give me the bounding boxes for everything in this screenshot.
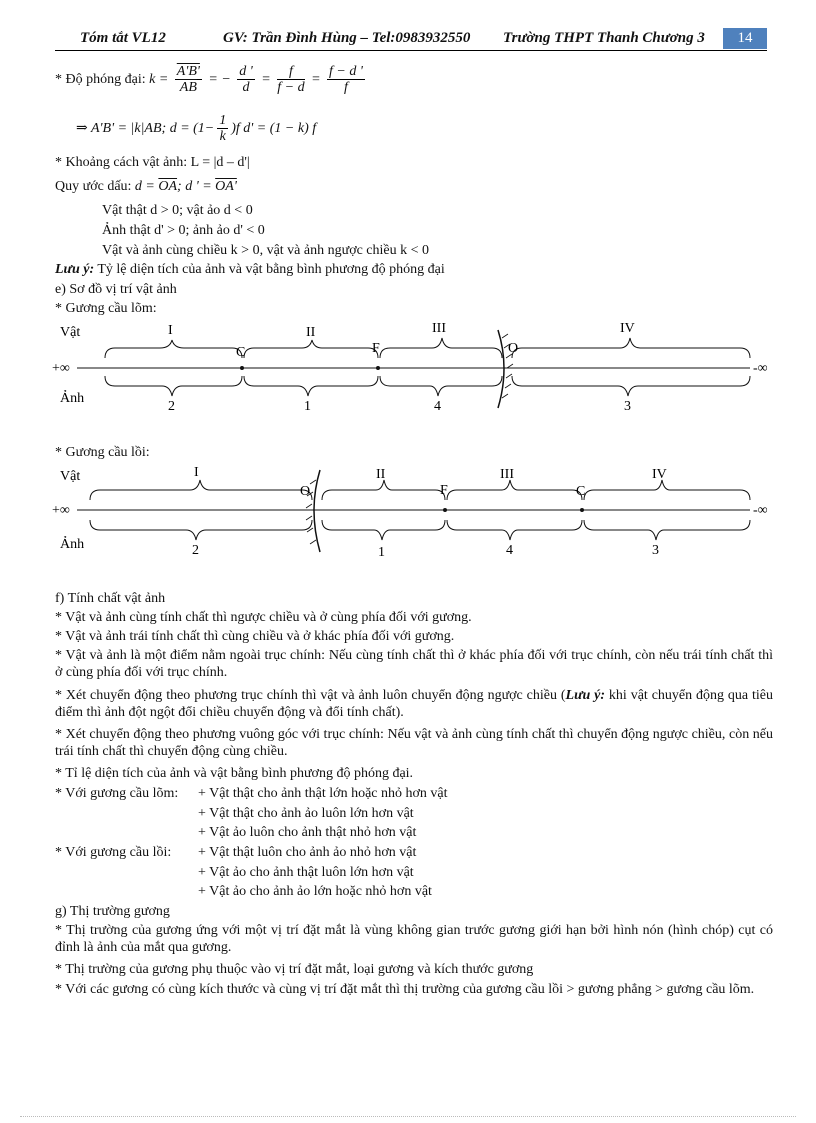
zone-label: 4: [434, 399, 441, 414]
convex-rule: + Vật thật luôn cho ảnh ảo nhỏ hơn vật: [198, 845, 417, 860]
object-label: Vật: [60, 325, 81, 340]
brace-zone-1: [322, 520, 445, 540]
sign-convention: Quy ước dấu: $d = \overline{OA}$; d ' = OA': [55, 179, 237, 194]
concave-title: * Gương cầu lõm:: [55, 301, 157, 316]
magnification-formula: * Độ phóng đại: k = $\frac{A'B'}{AB}$ = − $\frac{d '}{d}$ = $\frac{f}{f - d}$ = $\frac{f - d '}{f}$: [55, 64, 363, 96]
sign-real-object: Vật thật d > 0; vật ảo d < 0: [102, 203, 253, 218]
point-label: F: [440, 483, 448, 498]
brace-zone-3: [512, 376, 750, 396]
point-label: O: [300, 484, 311, 499]
brace-zone-2: [90, 520, 312, 540]
point-c: [580, 508, 584, 512]
zone-label: IV: [620, 321, 635, 336]
convex-rule: + Vật ảo cho ảnh thật luôn lớn hơn vật: [198, 865, 414, 880]
zone-label: 3: [624, 399, 631, 414]
section-f-title: f) Tính chất vật ảnh: [55, 591, 166, 606]
property-item: * Vật và ảnh trái tính chất thì cùng chiều và ở khác phía đối với gương.: [55, 629, 455, 644]
fraction-f-dimg: $\frac{f - d '}{f}$: [329, 64, 363, 96]
page-header: [55, 28, 767, 51]
zone-label: 4: [506, 543, 513, 558]
concave-mirror-diagram: [50, 318, 780, 418]
brace-zone-i: [105, 340, 242, 358]
section-g-title: g) Thị trường gương: [55, 904, 170, 919]
brace-zone-i: [90, 480, 312, 500]
zone-label: III: [432, 321, 446, 336]
mirror-shape: [314, 470, 320, 552]
image-label: Ảnh: [60, 537, 85, 552]
point-f: [376, 366, 380, 370]
fraction-one-over-k: $\frac{1}{k}$: [219, 113, 227, 145]
field-of-view-item: * Với các gương có cùng kích thước và cùng vị trí đặt mắt thì thị trường của gương cầu lồi > gương phẳng > gương cầu lõm.: [55, 982, 755, 997]
point-f: [443, 508, 447, 512]
concave-rule: + Vật ảo luôn cho ảnh thật nhỏ hơn vật: [198, 825, 417, 840]
brace-zone-4: [447, 520, 582, 540]
area-ratio: * Tỉ lệ diện tích của ảnh và vật bằng bình phương độ phóng đại.: [55, 766, 414, 781]
motion-axis: * Xét chuyển động theo phương trục chính thì vật và ảnh luôn chuyển động ngược chiều (Lưu ý: khi vật chuyển động qua tiêu điểm thì ảnh đột ngột đổi chiều chuyển động và đổi tính chất).: [55, 688, 773, 720]
brace-zone-iv: [584, 480, 750, 500]
fraction-f: $\frac{f}{f - d}$: [277, 64, 305, 96]
zone-label: 1: [304, 399, 311, 414]
point-c: [240, 366, 244, 370]
convex-mirror-diagram: [50, 462, 780, 562]
concave-rule: + Vật thật cho ảnh thật lớn hoặc nhỏ hơn vật: [198, 786, 448, 801]
fraction-ab: $\frac{A'B'}{AB}$: [176, 64, 200, 96]
image-label: Ảnh: [60, 391, 85, 406]
minus-infinity: -∞: [753, 361, 768, 376]
brace-zone-iv: [512, 338, 750, 358]
brace-zone-ii: [244, 340, 378, 358]
sign-real-image: Ảnh thật d' > 0; ảnh ảo d' < 0: [102, 223, 265, 238]
point-label: C: [576, 484, 586, 499]
header-title: Tóm tắt VL12: [80, 30, 166, 46]
motion-perpendicular: * Xét chuyển động theo phương vuông góc với trục chính: Nếu vật và ảnh cùng tính chất thì chuyển động ngược chiều, còn nếu trái tính chất thì chuyển động cùng chiều.: [55, 727, 773, 759]
header-teacher: GV: Trần Đình Hùng – Tel:0983932550: [223, 30, 471, 46]
zone-label: II: [376, 467, 386, 482]
object-label: Vật: [60, 469, 81, 484]
sign-orientation: Vật và ảnh cùng chiều k > 0, vật và ảnh ngược chiều k < 0: [102, 243, 430, 258]
convex-title: * Gương cầu lồi:: [55, 445, 150, 460]
zone-label: I: [168, 323, 173, 338]
zone-label: IV: [652, 467, 667, 482]
note-area-ratio: Lưu ý: Tỷ lệ diện tích của ảnh và vật bằng bình phương độ phóng đại: [55, 262, 445, 277]
point-label: F: [372, 341, 380, 356]
minus-infinity: -∞: [753, 503, 768, 518]
brace-zone-3: [584, 520, 750, 540]
zone-label: 2: [192, 543, 199, 558]
field-of-view-item: * Thị trường của gương phụ thuộc vào vị trí đặt mắt, loại gương và kích thước gương: [55, 962, 534, 977]
fraction-d: $\frac{d '}{d}$: [239, 64, 253, 96]
brace-zone-2: [105, 376, 242, 396]
concave-rule: + Vật thật cho ảnh ảo luôn lớn hơn vật: [198, 806, 414, 821]
mirror-shape: [498, 330, 504, 408]
zone-label: 3: [652, 543, 659, 558]
distance-formula: * Khoảng cách vật ảnh: L = |d – d'|: [55, 155, 250, 170]
brace-zone-ii: [322, 480, 445, 500]
magnification-label: * Độ phóng đại:: [55, 72, 146, 87]
page-number: 14: [723, 28, 767, 49]
convex-rule: + Vật ảo cho ảnh ảo lớn hoặc nhỏ hơn vật: [198, 884, 432, 899]
property-item: * Vật và ảnh cùng tính chất thì ngược chiều và ở cùng phía đối với gương.: [55, 610, 472, 625]
plus-infinity: +∞: [52, 361, 70, 376]
zone-label: 2: [168, 399, 175, 414]
point-label: O: [508, 341, 519, 356]
zone-label: I: [194, 465, 199, 480]
convex-rules-label: * Với gương cầu lồi:: [55, 845, 172, 860]
header-school: Trường THPT Thanh Chương 3: [503, 30, 705, 46]
zone-label: 1: [378, 545, 385, 560]
size-relation-formula: ⇒ A'B' = |k|AB; d = (1− $\frac{1}{k}$ )f d' = (1 − k) f: [76, 113, 317, 145]
plus-infinity: +∞: [52, 503, 70, 518]
brace-zone-iii: [447, 480, 582, 500]
point-label: C: [236, 345, 246, 360]
property-item: * Vật và ảnh là một điểm nằm ngoài trục chính: Nếu cùng tính chất thì ở khác phía đối với trục chính, còn nếu trái tính chất thì ở cùng phía đối với trục chính.: [55, 648, 773, 680]
section-e-title: e) Sơ đồ vị trí vật ảnh: [55, 282, 177, 297]
zone-label: II: [306, 325, 316, 340]
brace-zone-4: [380, 376, 502, 396]
page-bottom-divider: [20, 1116, 796, 1117]
brace-zone-1: [244, 376, 378, 396]
concave-rules-label: * Với gương cầu lõm:: [55, 786, 179, 801]
field-of-view-item: * Thị trường của gương ứng với một vị trí đặt mắt là vùng không gian trước gương giới hạn bởi hình nón (hình chóp) cụt có đỉnh là ảnh của mắt qua gương.: [55, 923, 773, 955]
zone-label: III: [500, 467, 514, 482]
brace-zone-iii: [380, 338, 502, 358]
